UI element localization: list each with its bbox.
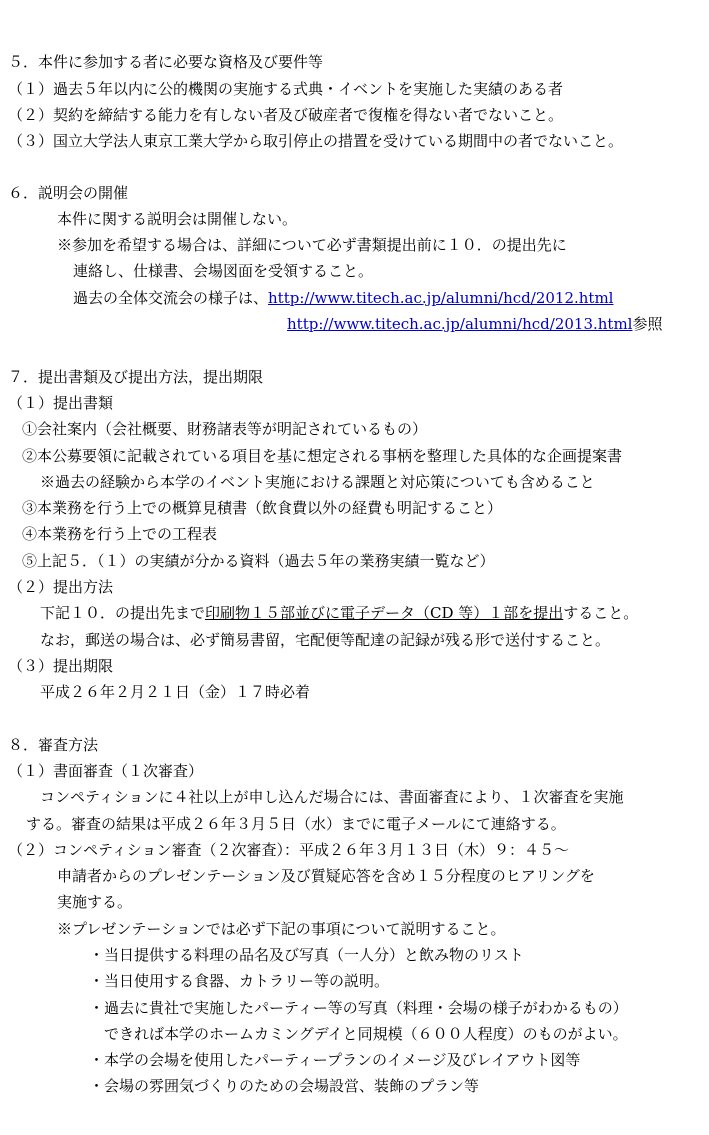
section-8-heading: ８．審査方法 bbox=[8, 736, 99, 754]
submission-method-line-2: なお，郵送の場合は、必ず簡易書留，宅配便等配達の記録が残る形で送付すること。 bbox=[40, 631, 611, 649]
section-6-line-2: ※参加を希望する場合は、詳細について必ず書類提出前に１０．の提出先に bbox=[57, 236, 567, 254]
section-6-heading: ６．説明会の開催 bbox=[8, 184, 129, 202]
doc-item-4: ④本業務を行う上での工程表 bbox=[22, 525, 218, 543]
submission-method-suffix: すること。 bbox=[563, 604, 639, 622]
submission-method-line-1 bbox=[40, 603, 638, 623]
presentation-bullet-4: ・本学の会場を使用したパーティープランのイメージ及びレイアウト図等 bbox=[89, 1051, 581, 1069]
section-6-line-3: 連絡し、仕様書、会場図面を受領すること。 bbox=[73, 262, 374, 280]
section-8-sub-2: （２）コンペティション審査（２次審査）：平成２６年３月１３日（木）９：４５～ bbox=[8, 841, 570, 859]
section-6-line-4 bbox=[73, 288, 613, 308]
submission-method-prefix: 下記１０．の提出先まで bbox=[40, 604, 206, 622]
section-5-item-2: （２）契約を締結する能力を有しない者及び破産者で復権を得ない者でないこと。 bbox=[8, 106, 564, 124]
section-6-link-suffix: 参照 bbox=[632, 315, 663, 333]
doc-item-5: ⑤上記５．（１）の実績が分かる資料（過去５年の業務実績一覧など） bbox=[22, 552, 495, 570]
section-8-line-3: 申請者からのプレゼンテーション及び質疑応答を含め１５分程度のヒアリングを bbox=[57, 867, 595, 885]
presentation-bullet-5: ・会場の雰囲気づくりのための会場設営、装飾のプラン等 bbox=[89, 1077, 480, 1095]
section-5-item-3: （３）国立大学法人東京工業大学から取引停止の措置を受けている期間中の者でないこと。 bbox=[8, 132, 624, 150]
section-8-line-2: する。審査の結果は平成２６年３月５日（水）までに電子メールにて連絡する。 bbox=[26, 815, 566, 833]
section-6-line-5 bbox=[287, 314, 662, 334]
alumni-2012-link[interactable]: http://www.titech.ac.jp/alumni/hcd/2012.html bbox=[268, 289, 614, 307]
submission-method-underlined: 印刷物１５部並びに電子データ（CD 等）１部を提出 bbox=[205, 604, 564, 622]
presentation-bullet-2: ・当日使用する食器、カトラリー等の説明。 bbox=[89, 972, 390, 990]
doc-item-3: ③本業務を行う上での概算見積書（飲食費以外の経費も明記すること） bbox=[22, 499, 503, 517]
submission-deadline: 平成２６年２月２１日（金）１７時必着 bbox=[40, 683, 311, 701]
section-6-line-1: 本件に関する説明会は開催しない。 bbox=[57, 210, 298, 228]
section-8-sub-1: （１）書面審査（１次審査） bbox=[8, 762, 204, 780]
section-7-sub-1: （１）提出書類 bbox=[8, 394, 114, 412]
alumni-2013-link[interactable]: http://www.titech.ac.jp/alumni/hcd/2013.html bbox=[287, 315, 633, 333]
section-7-heading: ７．提出書類及び提出方法，提出期限 bbox=[8, 368, 264, 386]
section-5-heading: ５．本件に参加する者に必要な資格及び要件等 bbox=[8, 53, 324, 71]
presentation-bullet-3: ・過去に貴社で実施したパーティー等の写真（料理・会場の様子がわかるもの） bbox=[89, 999, 628, 1017]
section-7-sub-3: （３）提出期限 bbox=[8, 657, 114, 675]
section-8-line-5: ※プレゼンテーションでは必ず下記の事項について説明すること。 bbox=[57, 920, 506, 938]
doc-item-2: ②本公募要領に記載されている項目を基に想定される事柄を整理した具体的な企画提案書 bbox=[22, 447, 623, 465]
section-7-sub-2: （２）提出方法 bbox=[8, 578, 114, 596]
section-6-link-prefix: 過去の全体交流会の様子は、 bbox=[73, 289, 269, 307]
section-5-item-1: （１）過去５年以内に公的機関の実施する式典・イベントを実施した実績のある者 bbox=[8, 80, 564, 98]
section-8-line-4: 実施する。 bbox=[57, 893, 133, 911]
doc-item-2-note: ※過去の経験から本学のイベント実施における課題と対応策についても含めること bbox=[40, 473, 595, 491]
presentation-bullet-1: ・当日提供する料理の品名及び写真（一人分）と飲み物のリスト bbox=[89, 946, 524, 964]
section-8-line-1: コンペティションに４社以上が申し込んだ場合には、書面審査により、１次審査を実施 bbox=[40, 788, 624, 806]
doc-item-1: ①会社案内（会社概要、財務諸表等が明記されているもの） bbox=[22, 420, 428, 438]
presentation-bullet-3-cont: できれば本学のホームカミングデイと同規模（６００人程度）のものがよい。 bbox=[104, 1025, 628, 1043]
